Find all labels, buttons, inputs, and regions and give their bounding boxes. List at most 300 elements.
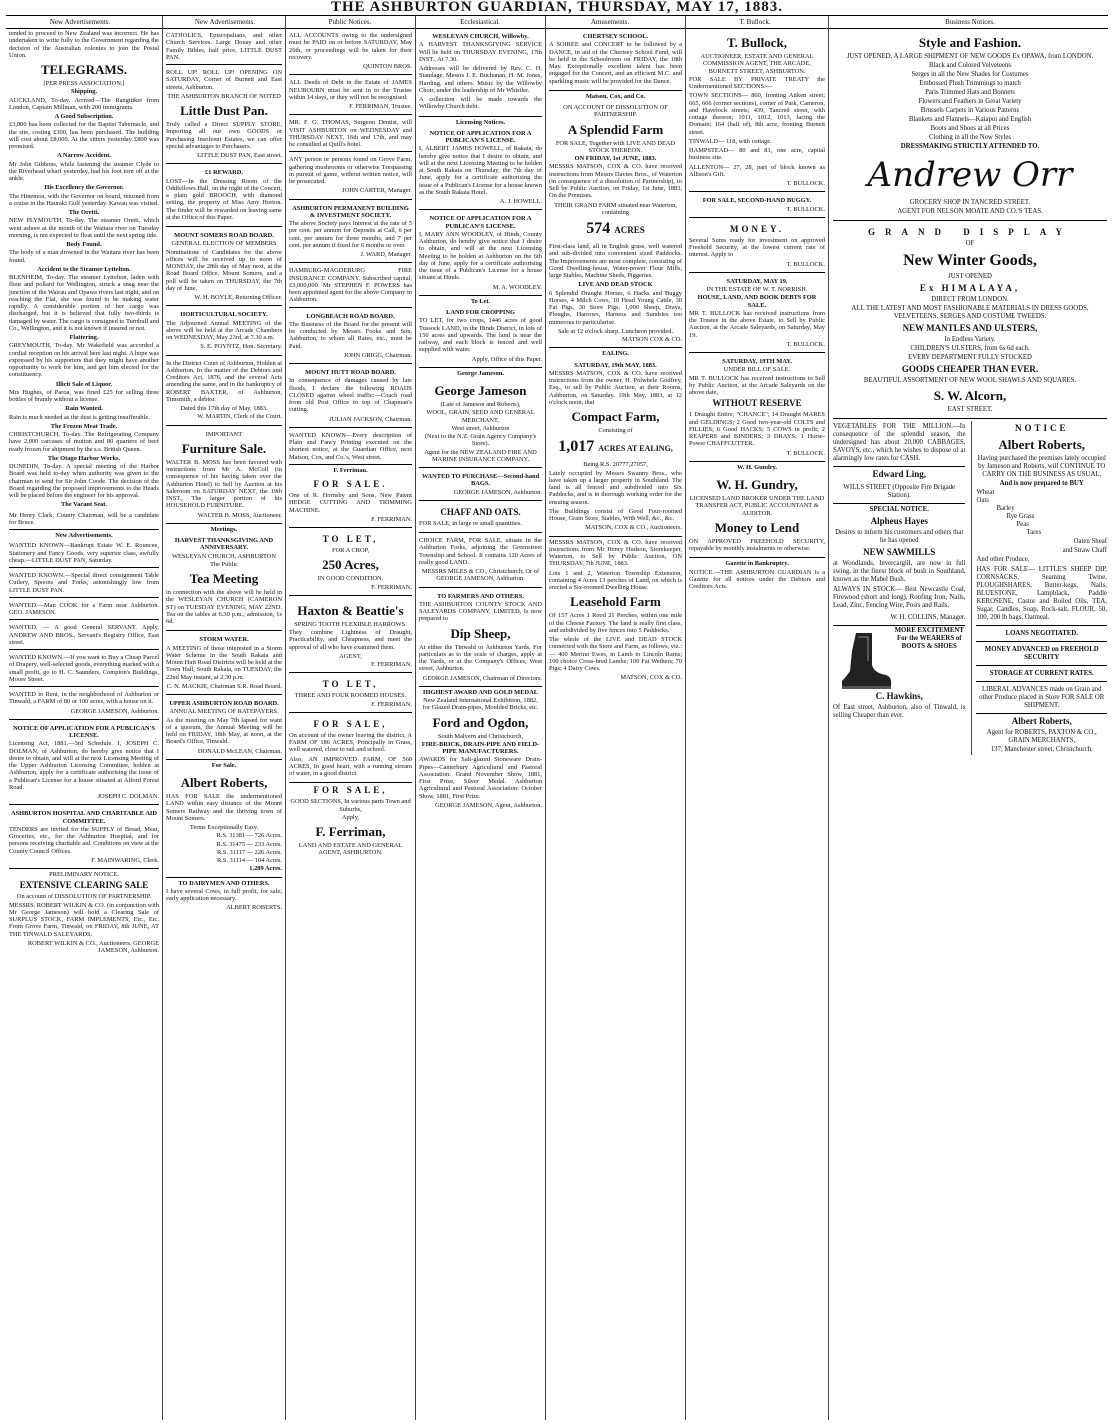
ad-subtitle: Desires to inform his customers and others that he has opened	[835, 529, 964, 544]
ad-title: TO LET,	[322, 679, 379, 690]
ad-text: I, ALBERT JAMES HOWELL, of Rakaia, do hereby give notice that I desire to obtain, and will at the next Licensing Meeting to be holden at South Rakaia on Thursday, the 7th day of June, apply for a certificate authorising the issue of a Publican's License for a house known as the South Rakaia Hotel.	[419, 145, 542, 196]
ad-subtitle: Having purchased the premises lately occupied by Jameson and Roberts, will CONTINUE TO CARRY ON THE BUSINESS AS USUAL,	[977, 455, 1106, 478]
ad-subtitle: BEAUTIFUL ASSORTMENT OF NEW WOOL SHAWLS AND SQUARES.	[863, 377, 1077, 384]
crop-land-ad	[289, 530, 412, 596]
printing-ad: WANTED KNOWN—Every description of Plain and Fancy Printing executed on the shortest notice, at the Guardian Office, next Matson, Cox, and Co.'s, West street.	[289, 430, 412, 465]
license-notice	[419, 212, 542, 296]
ad-subtitle: On account of DISSOLUTION OF PARTNERSHIP.	[16, 893, 152, 901]
school-concert-ad	[549, 30, 682, 91]
news-item: Rain is much needed as the dust is getting insufferable.	[9, 413, 150, 421]
ad-text: ALL ACCOUNTS owing to the undersigned must be PAID on or before SATURDAY, May 26th, or proceedings will be taken for their recovery.	[289, 32, 412, 61]
ad-heading: SATURDAY, MAY 19.	[726, 277, 788, 285]
news-item: Mr Henry Clark, County Chairman, will be a candidate for Bruce.	[9, 510, 159, 531]
ad-text: ALL Deeds of Debt in the Estate of JAMES NEUBOURN must be sent in to the Trustee within 14 days, or they will not be recognised.	[289, 79, 412, 101]
ad-title: Compact Farm,	[571, 409, 660, 424]
ad-text: 1 Draught Entire, "CHANCE"; 14 Draught MARES and GELDINGS; 2 Good two-year-old COLTS and FILLIES; 6 Good HACKS; 5 COWS in profit; 2 REAPERS and BINDERS; 3 DRAYS; 1 Horse-Power CHAFFCUTTER.	[689, 411, 825, 448]
ad-subtitle: MESSRS MILES & CO., Christchurch; Or of GEORGE JAMESON, Ashburton.	[421, 568, 540, 583]
ad-signature: QUINTON BROS.	[363, 63, 412, 70]
ad-title: FOR SALE,	[313, 718, 388, 729]
goods-item: Blankets and Flannels—Kaiapoi and English	[908, 116, 1032, 123]
ad-heading: LONGBEACH ROAD BOARD.	[306, 312, 395, 320]
ad-text: ANY person or persons found on Grove Farm, gathering mushrooms or otherwise Trespassing in pursuit of game, without written notice, will be prosecuted.	[289, 156, 412, 185]
subhead: New Advertisements.	[55, 532, 113, 539]
land-acres: 226 Acres.	[254, 848, 282, 856]
subhead: Shipping.	[70, 88, 98, 96]
ad-title: FOR SALE.	[313, 479, 388, 489]
ad-subtitle: JUST OPENED, A LARGE SHIPMENT OF NEW GOODS Ex OPAWA, from LONDON.	[846, 53, 1094, 60]
news-item: BLENHEIM, To-day. The steamer Lyttelton, laden with flour and pollard for Wellington, struck a snag near the junction of the Wairau and Opawa rivers last night, and on reaching the Flat, she was found to be making water rapidly. A considerable portion of her cargo was discharged, but it is believed that fully two-thirds is damaged by water. The cargo is consigned to Turnbull and Co., Wellington, and it is not known if insured or not.	[9, 274, 159, 332]
classified-ad: WANTED KNOWN.—If you want to Buy a Cheap Parcel of Drapery, well-selected goods, everything marked with a small profit, go to H. C. Saunders, Compton's Buildings, Moore Street.	[9, 652, 159, 687]
bill-of-sale-ad	[689, 355, 825, 462]
goods-item: Black and Colored Velveteens	[929, 62, 1011, 69]
ad-text: As the meeting on May 7th lapsed for want of a quorum, the Annual Meeting will be held on FRIDAY, 18th May, at noon, at the Board's Office, Tinwald.	[166, 716, 282, 746]
ad-title: Dip Sheep,	[450, 625, 511, 641]
classified-ad: WANTED. — A good General SERVANT. Apply, ANDREW AND BROS., Servant's Registry Office, East street.	[9, 622, 159, 650]
ad-signature: F. MAINWARING, Clerk.	[91, 856, 159, 864]
ad-text: HAS FOR SALE— LITTLE'S SHEEP DIP, CORNSACKS, Seaming Twine, PLOUGHSHARES, Butter-kegs, Nails, BLUESTONE, Lampblack, Paddle KEROSENE, Castor and Boiled Oils, TEA, Sugar, Candles, Soap, Rock-salt, FLOUR, 50, 100, 200 lb bags, Oatmeal.	[976, 564, 1107, 626]
ad-heading: CHERTSEY SCHOOL.	[582, 33, 649, 40]
ad-subtitle: LAND AND ESTATE AND GENERAL AGENT, ASHBURTON.	[298, 842, 403, 857]
ad-text: AWARDS for Salt-glazed Stoneware Drain-Pipes—Canterbury Agricultural and Pastoral Association: Grand November Show, 1881, First Prize, Silver Medal. Ashburton Agricultural and Pastoral Association: October Show, 1881, First Prize.	[419, 756, 542, 800]
produce-item: Tares	[1026, 529, 1042, 536]
ad-signature: GEORGE JAMESON, Agent, Ashburton.	[435, 801, 542, 809]
ad-title: A Splendid Farm	[567, 121, 664, 137]
ad-text: TOWN SECTIONS— 860, fronting Aitken street; 665, 666 (corner sections), corner of Park, Cameron, and Havelock streets; 439, Tancred street, with cottage thereon; 1011, 1012, 1013, facing the Domain; 164 (half of), 8th acre, fronting Burnett street.	[689, 92, 825, 136]
column-amusements	[546, 30, 685, 1420]
section-label: George Jameson.	[457, 369, 504, 377]
ad-heading: MORE EXCITEMENT For the WEARERS of BOOTS & SHOES	[894, 627, 964, 650]
ad-text: In consequence of damages caused by late floods, I declare the following ROADS CLOSED against wheel traffic:—Coach road from old Post Office to top of Chapman's cutting.	[289, 377, 412, 414]
classified-ad: WANTED KNOWN.—Special direct consignment Table Cutlery, Spoons and Forks, astonishingly low from LITTLE DUST PAN.	[9, 570, 159, 598]
land-row: R.S. 31117 — 226 Acres.	[216, 848, 282, 856]
ad-subtitle: FIRE-BRICK, DRAIN-PIPE AND FIELD-PIPE MANUFACTURERS.	[421, 740, 540, 755]
ad-highlight	[549, 437, 682, 458]
ad-text: In the District Court of Ashburton, Holden at Ashburton. In the matter of the Debtors and Creditors Act, 1876, and the several Acts amending the same, and in the bankruptcy of ROBERT BAXTER, of Ashburton, Timsmith, a debtor.	[166, 359, 282, 403]
ad-title: NEW SAWMILLS	[863, 547, 936, 557]
produce-item: Oaten Sheaf	[1073, 538, 1107, 545]
ad-heading: SPECIAL NOTICE.	[869, 506, 929, 513]
ad-text: WANTED to Rent, in the neighborhood of Ashburton or Tinwald, a FARM of 80 or 100 acres, with a house on it.	[9, 691, 159, 706]
section-label: To Let.	[470, 297, 491, 305]
ad-text: Of East street, Ashburton, also of Tinwald, is selling Cheaper than ever.	[833, 704, 966, 719]
ad-text: On account of the owner leaving the district, A FARM OF 186 ACRES, Principally in Grass, well watered, close to rail and school.	[289, 731, 412, 754]
goods-list	[833, 62, 1107, 142]
ad-title: Little Dust Pan.	[180, 103, 268, 118]
header-new-advertisements: New Advertisements.	[49, 18, 111, 26]
ad-text: Nominations of Candidates for the above offices will be received up to noon of MONDAY, the 28th day of May next, at the Road Board Office, Mount Somers, and a poll will be taken on THURSDAY, the 7th day of June.	[166, 248, 282, 292]
ad-text: The Buildings consist of Good Four-roomed House, Grain Store, Stables, With Well, &c., &c.	[549, 507, 682, 522]
ad-text: The Business of the Board for the present will be conducted by Messrs Fooks and Son, Ashburton, to whom all Rates, etc., must be Paid.	[289, 320, 412, 350]
column-divider	[828, 16, 829, 1420]
ad-text: A HARVEST THANKSGIVING SERVICE Will be held on THURSDAY EVENING, 17th INST., At 7.30.	[419, 41, 542, 63]
albert-roberts-land-ad	[166, 770, 282, 878]
ad-date: Dated this 17th day of May, 1883.	[180, 405, 268, 412]
goods-item: Clothing in all the New Styles	[928, 134, 1012, 141]
intro-paragraph: tended to proceed to New Zealand was incorrect. He has undertaken to write fully to the Government regarding the decision of the Australian colonies to join the Postal Union.	[9, 30, 159, 59]
ad-title: Haxton & Beattie's	[297, 602, 404, 618]
ad-subtitle: THE ASHBURTON BRANCH OF NOTED	[167, 92, 281, 100]
ad-subtitle: Apply,	[341, 813, 360, 821]
jameson-merchant-ad	[419, 378, 542, 468]
acre-label: ACRES	[614, 225, 645, 235]
column-news	[6, 30, 162, 1420]
ad-heading: MOUNT SOMERS ROAD BOARD.	[174, 232, 274, 239]
ad-subtitle: AGENT,	[339, 652, 362, 660]
ad-signature: W. H. BOYLE, Returning Officer.	[194, 294, 282, 301]
goods-item: Serges in all the New Shades for Costumes	[911, 71, 1029, 78]
ad-subtitle: South Malvern and Christchurch,	[437, 732, 524, 740]
clearing-sale-ad	[9, 871, 159, 954]
bags-wanted-ad	[419, 470, 542, 501]
ad-text: THE ASHBURTON COUNTY STOCK AND SALEYARDS COMPANY, LIMITED, Is now prepared to	[419, 600, 542, 623]
ad-heading: SATURDAY, 19TH MAY.	[722, 358, 792, 365]
ad-heading: GRAND DISPLAY	[868, 227, 1072, 237]
cropping-ad	[419, 306, 542, 368]
section-label: EALING.	[602, 350, 629, 358]
ad-text: I, MARY ANN WOODLEY, of Hinds, County Ashburton, do hereby give notice that I desire to obtain, and will at the next Licensing Meeting to be holden at Ashburton on the 6th day of June, apply for a certificate authorising the issue of a Publican's License for a house situate at Hinds.	[419, 230, 542, 282]
ad-subtitle: Being R.S. 20777,27057,	[583, 461, 648, 469]
dentist-ad: MR. F. G. THOMAS, Surgeon Dentist, will VISIT ASHBURTON on WEDNESDAY and THURSDAY NEXT, 16th and 17th, and may be consulted at Quill's hotel.	[289, 117, 412, 152]
ad-title: C. Hawkins,	[875, 691, 923, 701]
ad-title: Leasehold Farm	[570, 594, 661, 610]
goods-item: Boots and Shoes at all Prices	[930, 125, 1010, 132]
dip-sheep-ad	[419, 590, 542, 687]
little-dust-pan-ad	[166, 67, 282, 164]
ad-heading: IMPORTANT	[205, 430, 243, 438]
ad-text: Addresses will be delivered by Rev. C. H. Standage, Messrs J. E. Buchanan, H. M. Jones, Harding, and others. Music by the Willowby Choir, under the leadership of Mr Whistler.	[419, 65, 542, 94]
harrows-ad	[289, 598, 412, 674]
ad-signature: F. FERRIMAN.	[371, 583, 412, 591]
produce-item: Rye Grass	[1006, 513, 1035, 520]
buggy-ad	[689, 194, 825, 218]
ad-text: Also, AN IMPROVED FARM, OF 560 ACRES, In good heart, with a running stream of water, in a good district.	[289, 755, 412, 777]
ad-signature: T. BULLOCK.	[786, 260, 825, 268]
ad-signature: ALBERT ROBERTS.	[226, 904, 282, 912]
ad-subtitle: The Public	[210, 560, 238, 568]
land-row: R.S. 31114 — 104 Acres.	[216, 857, 282, 864]
ad-subtitle: Ex HIMALAYA,	[919, 283, 1021, 293]
ad-signature: J. WARD, Manager.	[360, 251, 412, 258]
ad-text: WALTER B. MOSS has been favored with instructions from Mr A. McColl (in consequence of his having taken over the Ashburton Hotel) to Sell by Auction at his Saleroom on SATURDAY NEXT, the 19th INST., The larger portion of his HOUSEHOLD FURNITURE.	[166, 458, 282, 510]
ad-subtitle: FOR SALE, Together with LIVE AND DEAD STOCK THEREON.	[555, 139, 676, 154]
header-new-advertisements-2: New Advertisements.	[194, 18, 256, 26]
news-item: NEW PLYMOUTH, To-day. The steamer Oretti, which went ashore at the mouth of the Waitara river on Tuesday morning, is not expected to float until the next spring tide.	[9, 217, 159, 239]
ad-heading: NOTICE	[1014, 423, 1069, 433]
ad-subtitle: GOODS CHEAPER THAN EVER.	[901, 364, 1039, 374]
column-public-notices	[286, 30, 415, 1420]
ad-heading: NOTICE OF APPLICATION FOR A PUBLICAN'S LICENSE.	[429, 215, 532, 230]
column-bullock	[686, 30, 828, 1420]
ad-signature: W. MARTIN, Clerk of the Court.	[197, 413, 282, 421]
ad-title: F. Ferriman,	[315, 824, 386, 839]
road-board-notice	[166, 229, 282, 306]
header-business-notices: Business Notices.	[945, 18, 995, 26]
subhead: Body Found.	[66, 241, 102, 248]
news-item: Mr John Gibbons, while fastening the steamer Clyde to the Riverhead wharf yesterday, had his foot torn off at the ankle.	[9, 160, 159, 182]
ad-subtitle: Agent for ROBERTS, PAXTON & CO., GRAIN MERCHANTS,	[986, 729, 1097, 744]
ad-title: Style and Fashion.	[918, 35, 1022, 50]
ad-title: T. Bullock,	[726, 35, 788, 50]
license-notice	[9, 722, 159, 806]
ad-subtitle: THREE AND FOUR ROOMED HOUSES.	[294, 692, 407, 700]
ad-subtitle: ANNUAL MEETING OF RATEPAYERS.	[169, 708, 279, 716]
goods-item: Embossed Plush Trimmings to match	[919, 80, 1021, 87]
ad-subtitle: SPRING TOOTH FLEXIBLE HARROWS.	[294, 620, 407, 628]
ad-text: The Adjourned Annual MEETING of the above will be held at the Arcade Chambers on WEDNESDAY, May 23rd, at 7.30 a.m.	[166, 319, 282, 341]
ad-title: TO LET,	[322, 534, 379, 544]
building-society-ad	[289, 202, 412, 264]
column-business-notices	[830, 30, 1110, 1420]
news-item: The body of a man drowned in the Waitara river has been found.	[9, 249, 159, 264]
ad-heading: ASHBURTON HOSPITAL AND CHARITABLE AID COMMITTEE.	[10, 810, 158, 825]
ad-subtitle: LIVE AND DEAD STOCK	[578, 281, 653, 289]
ad-subtitle: EAST STREET.	[947, 406, 993, 413]
section-headers	[0, 16, 1114, 28]
two-column-section	[833, 421, 1107, 755]
ad-title: Furniture Sale.	[181, 440, 267, 456]
ad-signature: JOSEPH C. DOLMAN.	[97, 793, 159, 800]
ad-subtitle: JUST OPENED	[948, 273, 992, 280]
ad-heading: NOTICE OF APPLICATION FOR A PUBLICAN'S LICENSE.	[13, 724, 155, 739]
produce-item: Peas	[1016, 521, 1029, 528]
ad-subtitle: In Endless Variety.	[944, 336, 996, 343]
subhead: The Frozen Meat Trade.	[50, 422, 118, 430]
ad-heading: SATURDAY, 19th MAY, 1883.	[574, 361, 657, 369]
telegrams-title: TELEGRAMS.	[40, 62, 128, 77]
ad-text: FOR SALE BY PRIVATE TREATY the Undermentioned SECTIONS:—	[689, 75, 825, 90]
ad-text: MESSRS MATSON, COX & CO. have received instructions from Mr Henry Hudson, Storekeeper, Waterton, to Sell by Public Auction, ON THURSDAY, 7th JUNE, 1883.	[549, 538, 682, 568]
news-item: The Hinemoa, with the Governor on board, returned from a cruise in the Hauraki Gulf yesterday. Kawau was visited.	[9, 192, 159, 207]
ad-signature: GEORGE JAMESON, Ashburton.	[453, 488, 542, 496]
goods-item: Paris Trimmed Hats and Bonnets	[925, 89, 1015, 96]
ad-text: MESSRS. ROBERT WILKIN & CO. (in conjunction with Mr George Jameson) will hold a Clearing Sale of SURPLUS STOCK, FARM IMPLEMENTS, Etc., Etc. From Grove Farm, Tinwald, on FRIDAY, 8th JUNE, AT THE TINWALD SALEYARDS.	[9, 901, 159, 938]
gazette-notice	[689, 560, 825, 590]
land-section: R.S. 31114	[216, 857, 246, 864]
ad-subtitle: LOANS NEGOTIATED.	[976, 628, 1107, 642]
ad-text: A MEETING of those interested in a Storm Water Scheme in the South Rakaia and Mount Hutt Road Districts will be held at the Town Hall, South Rakaia, on TUESDAY, the 22nd May instant, at 2.30 p.m.	[166, 644, 282, 681]
news-item: AUCKLAND, To-day. Arrived—The Rangitikei from London, Captain Millman, with 200 immigrants.	[9, 96, 159, 111]
ad-heading: MOUNT HUTT ROAD BOARD.	[305, 369, 396, 376]
land-acres: 726 Acres.	[254, 832, 282, 840]
classified-ad: CATHOLICS, Episcopalians, and other Church Services. Large Douay and other Family Bibles, half price, LITTLE DUST PAN.	[166, 30, 282, 65]
produce-item: Oats	[976, 497, 989, 504]
land-acres: 104 Acres.	[254, 857, 282, 864]
produce-item: Wheat	[976, 489, 995, 496]
subhead: Flattering.	[69, 334, 99, 341]
longbeach-notice	[289, 310, 412, 365]
splendid-farm-ad	[549, 101, 682, 348]
ad-subtitle: Terms Exceptionally Easy.	[189, 824, 259, 831]
ad-text: MR T. BULLOCK has received instructions from the Trustee in the above Estate, to Sell by Public Auction, at the Arcade Saleyards, on Saturday, May 19.	[689, 309, 825, 339]
ad-text: MESSRS MATSON, COX & CO. have received instructions from Messrs Davies Bros., of Waterton (in consequence of a dissolution of Partnership), to Sell by Public Auction, on Friday, 1st June, 1883, On the Premises.	[549, 163, 682, 200]
ad-subtitle: New Zealand International Exhibition, 1882, for Glazed Drain-pipes, Moulded Bricks, etc.	[422, 697, 539, 712]
bullock-ad	[689, 30, 825, 192]
ad-subtitle: WOOL, GRAIN, SEED AND GENERAL MERCHANT,	[426, 409, 535, 424]
ad-title: EXTENSIVE CLEARING SALE	[19, 880, 149, 891]
ad-heading: ON ACCOUNT OF DISSOLUTION OF PARTNERSHIP.	[563, 104, 668, 119]
news-item: CHRISTCHURCH, To-day. The Refrigerating Company have 2,000 carcases of mutton and 80 quarters of beef ready frozen for shipment by the s.s. British Queen.	[9, 431, 159, 453]
ad-subtitle: MONEY ADVANCED on FREEHOLD SECURITY	[976, 644, 1107, 666]
ad-heading: HORTICULTURAL SOCIETY.	[180, 311, 268, 319]
ad-heading: £1 REWARD.	[205, 169, 243, 177]
acre-count: 574	[586, 220, 611, 237]
storm-water-notice	[166, 633, 282, 695]
ad-signature: LITTLE DUST PAN, East street.	[197, 152, 282, 159]
header-amusements: Amusements.	[590, 18, 630, 26]
ad-subtitle: OF	[965, 240, 975, 247]
vegetables-ad: VEGETABLES FOR THE MILLION.—In consequence of the splendid season, the undersigned has about 20,000 CABBAGES, SAVOYS, etc., which he wishes to dispose of at alarmingly low rates for CASH.	[833, 421, 965, 467]
farm-sale-ad	[289, 715, 412, 784]
ad-signature: DONALD McLEAN, Chairman.	[197, 747, 282, 755]
ford-ogdon-ad	[419, 689, 542, 809]
ad-title: Albert Roberts,	[1011, 716, 1072, 726]
ad-signature: MATSON COX & CO.	[621, 336, 682, 343]
ad-text: Lots 1 and 2, Waterton Township Extension, containing 4 Acres 13 perches of Land, on which is erected a Six-roomed Dwelling House.	[549, 569, 682, 591]
ad-title: Albert Roberts,	[180, 775, 268, 790]
hawkins-ad	[833, 627, 965, 720]
license-notice	[419, 127, 542, 211]
header-ecclesiastical: Ecclesiastical.	[460, 18, 500, 26]
column-ecclesiastical	[416, 30, 545, 1420]
ad-title: New Winter Goods,	[903, 252, 1037, 269]
ad-title: Albert Roberts,	[998, 437, 1086, 452]
ad-subtitle: Agent for the NEW ZEALAND FIRE AND MARINE INSURANCE COMPANY.	[424, 448, 537, 463]
subhead: A Narrow Accident.	[56, 152, 112, 160]
land-acres: 233 Acres.	[254, 840, 282, 848]
ad-text: HAS FOR SALE the undermentioned LAND within easy distance of the Mount Somers Railway and the thriving town of Mount Somers.	[166, 793, 282, 822]
ad-subtitle: STORAGE AT CURRENT RATES.	[976, 668, 1107, 682]
ad-text: Truly called a Direct SUPPLY STORE, Importing all our own GOODS or Purchasing Insolvent Estates, we can offer special advantages to Purchasers.	[166, 121, 282, 150]
header-public-notices: Public Notices.	[328, 18, 372, 26]
ad-text: Several Sums ready for investment on approved Freehold Security, at the lowest current rate of interest. Apply to	[689, 236, 825, 259]
ad-text: Of 157 Acres 1 Rood 21 Perches, within one mile of the Cheese Factory. The land is really first class, and subdivided by five fences into 5 Paddocks.	[549, 612, 682, 634]
ad-subtitle: GROCERY SHOP IN TANCRED STREET.	[909, 199, 1031, 206]
ad-title: George Jameson	[434, 383, 527, 398]
land-section: R.S. 31381	[216, 832, 246, 840]
ad-heading: WESLEYAN CHURCH, Willowby.	[432, 33, 529, 40]
ad-subtitle: HOUSE, LAND, AND BOOK DEBTS FOR SALE.	[697, 294, 817, 309]
ad-text: LOST—In the Dressing Room of the Oddfellows Hall, on the night of the Concert, a plain gold BROOCH, with diamond setting, the property of Miss Amy Horton. The finder will be rewarded on leaving same at the Office of this Paper.	[166, 177, 282, 221]
leasehold-farm-ad	[549, 539, 682, 682]
ad-subtitle: (Late of Jameson and Roberts),	[440, 401, 521, 408]
tea-meeting-ad	[166, 534, 282, 631]
hedge-machine-ad	[289, 475, 412, 528]
ad-signature: MATSON, COX & CO.	[620, 674, 682, 682]
news-item: GREYMOUTH, To-day. Mr Wakefield was accorded a cordial reception on his arrival here last night. A hope was expressed by his supporters that they might have another opportunity to work for him, and get him elected for the constituency.	[9, 342, 159, 379]
ad-text: TO LET, for two crops, 1446 acres of good Tussock LAND, in the Hinds District, in lots of 150 acres and upwards. The land is near the railway, and each block is fenced and well supplied with water.	[419, 317, 542, 354]
church-notice	[419, 30, 542, 117]
acre-label: ACRES AT EALING,	[598, 444, 673, 454]
court-notice	[166, 358, 282, 426]
ad-heading: HIGHEST AWARD AND GOLD MEDAL	[423, 688, 538, 696]
ad-subtitle: 137, Manchester street, Christchurch.	[990, 746, 1093, 753]
subhead: His Excellency the Governor.	[44, 184, 124, 192]
ad-text: A SOIREE and CONCERT to be followed by a DANCE, in aid of the Chertsey School Fund, will be held in the Schoolroom on FRIDAY, the 18th May. Exceptionally excellent talent has been engaged for the Concert, and an efficient M.C. and sparkling music will be provided for the Dance.	[549, 41, 682, 85]
section-label: Meetings.	[210, 525, 238, 533]
trespass-notice	[289, 154, 412, 199]
andrew-orr-signature: Andrew Orr	[867, 155, 1073, 195]
style-fashion-ad	[833, 30, 1107, 221]
ad-text: FOR SALE, in large or small quantities.	[419, 519, 522, 527]
acre-count: 1,017	[558, 438, 595, 456]
ad-subtitle: GOOD SECTIONS, In various parts Town and Suburbs,	[290, 798, 411, 813]
ad-text: ROLL UP! ROLL UP! OPENING ON SATURDAY, Corner of Burnett and East streets, Ashburton.	[166, 69, 282, 91]
ad-text: Licensing Act, 1881.—3rd Schedule. I, JOSEPH C. DOLMAN, of Ashburton, do hereby give notice that I desire to obtain, and will at the next Licensing Meeting of the Upper Ashburton Licensing Committee, holden at Ashburton, apply for a certificate authorising the issue of a Publican's License for a house situated at Alford Forest Road.	[9, 740, 159, 791]
news-item: DUNEDIN, To-day. A special meeting of the Harbor Board was held to-day when authority was given to the chairman to send for Sir John Coode. The decision of the Board regarding the proposed improvements to the Heads will be placed before the engineer for his approval.	[9, 463, 159, 499]
mount-hutt-notice	[289, 366, 412, 428]
ad-subtitle: DRESSMAKING STRICTLY ATTENDED TO.	[900, 143, 1040, 150]
land-section: R.S. 31117	[216, 848, 246, 856]
header-rule	[6, 28, 1108, 29]
subhead: The Oretti.	[68, 209, 100, 216]
ad-signature: T. BULLOCK.	[786, 205, 825, 213]
news-item: Mrs Hughes, of Paroa, was fined £25 for selling three bottles of brandy without a license.	[9, 388, 159, 403]
ad-subtitle: ON FRIDAY, 1st JUNE, 1883.	[574, 155, 657, 162]
sections-ad	[289, 785, 412, 856]
ad-text: TINWALD— 118, with cottage.	[689, 137, 772, 145]
subhead: A Good Subscription.	[54, 113, 114, 120]
accounts-notice	[289, 30, 412, 75]
ad-highlight	[549, 219, 682, 240]
boot-icon	[838, 631, 893, 691]
deeds-notice	[289, 77, 412, 115]
ad-title: S. W. Alcorn,	[933, 388, 1007, 403]
horticultural-notice	[166, 308, 282, 355]
ad-text: They combine Lightness of Draught, Practicability, and Cheapness, and meet the approval of all who have examined them.	[289, 629, 412, 651]
section-label: F. Ferriman.	[333, 466, 368, 474]
header-t-bullock: T. Bullock.	[739, 18, 771, 26]
ad-subtitle: Sale at 12 o'clock sharp. Luncheon provided.	[557, 327, 674, 335]
ad-text: The whole of the LIVE and DEAD STOCK connected with the Store and Farm, as follows, viz.:— 400 Merino Ewes, in Lamb to Lincoln Rams; 100 choice Cross-bred Lambs; 100 Fat Wethers; 70 Pigs; 4 Dairy Cows.	[549, 636, 682, 672]
ad-text: ON APPROVED FREEHOLD SECURITY, repayable by monthly instalments or otherwise.	[689, 537, 825, 552]
ad-text: ALLENTON— 27, 28, part of block known as Allison's Gift.	[689, 163, 825, 178]
produce-item: and Straw Chaff	[1062, 547, 1107, 554]
section-label: W. H. Gundry.	[736, 463, 778, 471]
ad-heading: STORM WATER.	[199, 636, 249, 644]
land-row: R.S. 31475 — 233 Acres.	[216, 840, 282, 848]
ad-heading: NOTICE OF APPLICATION FOR A PUBLICAN'S LICENSE.	[429, 129, 532, 144]
gundry-ad	[689, 472, 825, 558]
ad-signature: GEORGE JAMESON, Ashburton.	[70, 707, 159, 715]
ad-signature: T. BULLOCK.	[786, 449, 825, 457]
ad-subtitle: AUCTIONEER, ESTATE AND GENERAL COMMISSION AGENT, THE ARCADE, BURNETT STREET, ASHBURTON.	[700, 53, 814, 75]
produce-item: Barley	[996, 505, 1015, 512]
ad-text: Lately occupied by Messrs Swanny Bros., who have taken up a larger property in Southland. The land is all fenced and subdivided into Six Paddocks, and is in thorough working order for the ensuing season.	[549, 469, 682, 506]
subhead: The Otago Harbor Works.	[47, 454, 121, 462]
ad-text: MESSRS MATSON, COX & CO. have received instructions from the owner, H. Polwhele Godfrey, Esq., to sell by Public Auction, at their Rooms, Ashburton, on Saturday, 19th May, 1883, at 12 o'clock noon, that	[549, 369, 682, 406]
column-advertisements	[163, 30, 285, 1420]
ad-title: Alpheus Hayes	[870, 516, 928, 526]
ad-signature: T. BULLOCK.	[786, 180, 825, 187]
ad-subtitle: Consisting of	[598, 427, 633, 434]
subhead: Rain Wanted.	[65, 405, 103, 413]
ad-subtitle: DIRECT FROM LONDON.	[931, 296, 1009, 303]
left-subcolumn	[833, 421, 965, 755]
masthead: THE ASHBURTON GUARDIAN, THURSDAY, MAY 17, 1883.	[330, 0, 784, 15]
section-label: Matson, Cox, and Co.	[585, 92, 646, 100]
ad-signature: F. FERRIMAN.	[371, 700, 412, 708]
ad-subtitle: CHILDREN'S ULSTERS, from 6s 6d each.	[910, 345, 1030, 352]
upper-ashburton-notice	[166, 697, 282, 760]
press-line: [PER PRESS ASSOCIATION.]	[43, 80, 125, 87]
produce-list	[976, 489, 1107, 564]
dairymen-ad	[166, 880, 282, 912]
ad-title: FOR SALE,	[313, 785, 388, 796]
ad-subtitle: UNDER BILL OF SALE.	[723, 366, 791, 374]
ad-subtitle: AGENT FOR NELSON MOATE AND CO.'S TEAS.	[897, 208, 1043, 215]
ad-subtitle: GENERAL ELECTION OF MEMBERS	[171, 240, 277, 248]
ad-signature: JULIAN JACKSON, Chairman.	[329, 415, 412, 423]
